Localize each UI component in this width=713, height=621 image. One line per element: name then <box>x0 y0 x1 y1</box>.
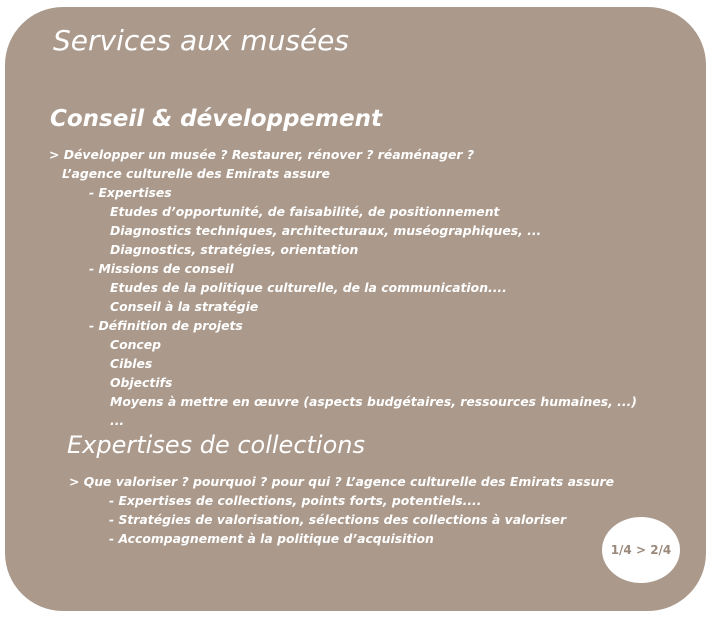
section1-line: ... <box>110 413 125 428</box>
section2-line: - Stratégies de valorisation, sélections des collections à valoriser <box>109 512 567 527</box>
section1-line: Cibles <box>110 356 153 371</box>
section1-subheading: - Définition de projets <box>89 318 243 333</box>
section1-line: > Développer un musée ? Restaurer, rénover ? réaménager ? <box>49 147 475 162</box>
section1-line: Etudes d’opportunité, de faisabilité, de positionnement <box>110 204 500 219</box>
section1-subheading: - Missions de conseil <box>89 261 234 276</box>
section2-line: - Accompagnement à la politique d’acquisition <box>109 531 434 546</box>
next-page-button[interactable] <box>602 517 680 583</box>
section1-line: Diagnostics, stratégies, orientation <box>110 242 359 257</box>
section1-line: Moyens à mettre en œuvre (aspects budgétaires, ressources humaines, ...) <box>110 394 637 409</box>
section1-line: L’agence culturelle des Emirats assure <box>62 166 331 181</box>
section-title-conseil: Conseil & développement <box>50 106 382 132</box>
section1-line: Objectifs <box>110 375 173 390</box>
section-title-expertises: Expertises de collections <box>67 431 365 459</box>
section2-line: - Expertises de collections, points forts, potentiels.... <box>109 493 482 508</box>
pager-label: 1/4 > 2/4 <box>610 543 672 557</box>
section1-line: Etudes de la politique culturelle, de la communication.... <box>110 280 507 295</box>
section1-line: Conseil à la stratégie <box>110 299 259 314</box>
section2-line: > Que valoriser ? pourquoi ? pour qui ? L’agence culturelle des Emirats assure <box>69 474 615 489</box>
section1-line: Concep <box>110 337 162 352</box>
section1-line: Diagnostics techniques, architecturaux, muséographiques, ... <box>110 223 542 238</box>
page-title: Services aux musées <box>53 24 349 57</box>
section1-subheading: - Expertises <box>89 185 172 200</box>
